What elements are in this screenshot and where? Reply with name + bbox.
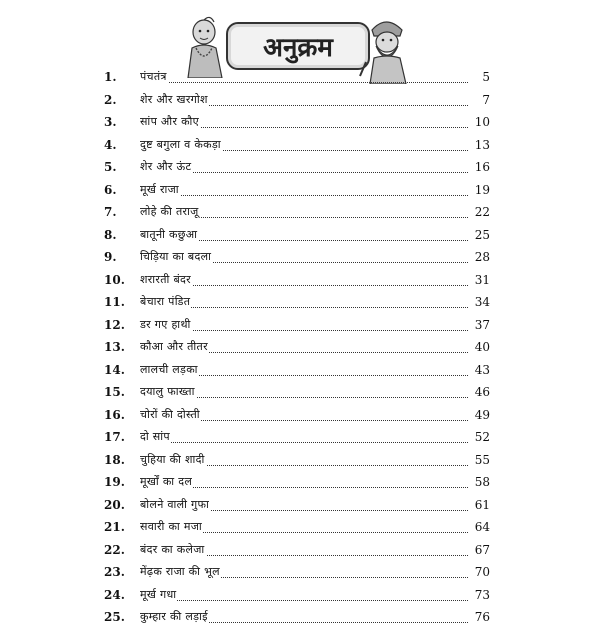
toc-entry <box>0 404 600 426</box>
entry-title: पंचतंत्र <box>140 66 168 88</box>
entry-number: 21. <box>104 520 125 534</box>
entry-title: चिड़िया का बदला <box>140 246 212 268</box>
toc-entry <box>0 201 600 223</box>
entry-title: बंदर का कलेजा <box>140 539 206 561</box>
entry-title: डर गए हाथी <box>140 314 192 336</box>
entry-page-number: 22 <box>468 201 490 223</box>
entry-page-number: 19 <box>468 179 490 201</box>
entry-number: 8. <box>104 227 117 242</box>
entry-number: 2. <box>104 92 117 107</box>
entry-page-number: 5 <box>468 66 490 88</box>
entry-number: 9. <box>104 250 117 264</box>
toc-entry <box>0 269 600 291</box>
entry-page-number: 7 <box>468 89 490 111</box>
toc-heading: अनुक्रम <box>226 22 370 70</box>
entry-page-number: 31 <box>468 269 490 291</box>
entry-page-number: 61 <box>468 494 490 516</box>
entry-page-number: 46 <box>468 381 490 403</box>
toc-entry <box>0 381 600 403</box>
entry-number: 12. <box>104 317 125 332</box>
entry-title: कौआ और तीतर <box>140 336 209 358</box>
toc-entry <box>0 111 600 133</box>
entry-number: 25. <box>104 610 125 624</box>
entry-title: लोहे की तराजू <box>140 201 200 223</box>
entry-number: 18. <box>104 452 125 467</box>
entry-title: दो सांप <box>140 426 171 448</box>
toc-entry <box>0 156 600 178</box>
entry-number: 14. <box>104 362 125 377</box>
toc-entry <box>0 314 600 336</box>
toc-entry <box>0 471 600 493</box>
toc-entry <box>0 426 600 448</box>
toc-header <box>180 12 420 72</box>
toc-entry <box>0 336 600 358</box>
dot-leader <box>140 82 472 83</box>
toc-entry <box>0 561 600 583</box>
entry-number: 16. <box>104 407 125 422</box>
entry-title: शेर और खरगोश <box>140 89 209 111</box>
toc-entry <box>0 359 600 381</box>
entry-page-number: 67 <box>468 539 490 561</box>
entry-page-number: 16 <box>468 156 490 178</box>
entry-title: मेंढ़क राजा की भूल <box>140 561 221 583</box>
entry-page-number: 37 <box>468 314 490 336</box>
entry-page-number: 70 <box>468 561 490 583</box>
entry-title: सवारी का मजा <box>140 516 203 538</box>
dot-leader <box>140 442 472 443</box>
entry-page-number: 13 <box>468 134 490 156</box>
entry-number: 1. <box>104 70 117 84</box>
toc-entry <box>0 66 600 88</box>
entry-page-number: 52 <box>468 426 490 448</box>
entry-title: सांप और कौए <box>140 111 200 133</box>
entry-page-number: 40 <box>468 336 490 358</box>
entry-number: 3. <box>104 115 117 129</box>
entry-title: लालची लड़का <box>140 359 199 381</box>
entry-number: 19. <box>104 475 125 489</box>
entry-title: मूर्खों का दल <box>140 471 193 493</box>
toc-entry <box>0 584 600 606</box>
entry-page-number: 64 <box>468 516 490 538</box>
entry-title: शेर और ऊंट <box>140 156 192 178</box>
toc-entry <box>0 516 600 538</box>
toc-entry <box>0 179 600 201</box>
entry-page-number: 28 <box>468 246 490 268</box>
entry-number: 11. <box>104 295 125 309</box>
entry-number: 23. <box>104 565 125 579</box>
entry-page-number: 58 <box>468 471 490 493</box>
toc-entry <box>0 606 600 628</box>
entry-page-number: 34 <box>468 291 490 313</box>
entry-title: कुम्हार की लड़ाई <box>140 606 209 628</box>
entry-number: 5. <box>104 160 117 174</box>
entry-number: 6. <box>104 182 117 197</box>
entry-title: दयालु फाख्ता <box>140 381 196 403</box>
entry-number: 22. <box>104 542 125 557</box>
entry-title: दुष्ट बगुला व केकड़ा <box>140 134 222 156</box>
entry-title: शरारती बंदर <box>140 269 192 291</box>
entry-page-number: 76 <box>468 606 490 628</box>
dot-leader <box>140 195 472 196</box>
entry-page-number: 49 <box>468 404 490 426</box>
toc-entry <box>0 449 600 471</box>
entry-page-number: 25 <box>468 224 490 246</box>
toc-entry <box>0 494 600 516</box>
toc-entry <box>0 291 600 313</box>
entry-number: 20. <box>104 497 125 512</box>
entry-number: 13. <box>104 340 125 354</box>
entry-number: 7. <box>104 205 117 219</box>
entry-number: 17. <box>104 430 125 444</box>
entry-number: 4. <box>104 137 117 152</box>
entry-title: बेचारा पंडित <box>140 291 191 313</box>
entry-page-number: 10 <box>468 111 490 133</box>
toc-entry <box>0 224 600 246</box>
entry-page-number: 43 <box>468 359 490 381</box>
toc-entry <box>0 539 600 561</box>
toc-entry <box>0 89 600 111</box>
toc-entry <box>0 246 600 268</box>
entry-title: बातूनी कछुआ <box>140 224 198 246</box>
entry-number: 24. <box>104 587 125 602</box>
entry-page-number: 55 <box>468 449 490 471</box>
entry-title: चोरों की दोस्ती <box>140 404 201 426</box>
toc-entry <box>0 134 600 156</box>
entry-title: मूर्ख गधा <box>140 584 177 606</box>
entry-page-number: 73 <box>468 584 490 606</box>
entry-title: मूर्ख राजा <box>140 179 180 201</box>
entry-number: 15. <box>104 385 125 399</box>
entry-title: चुहिया की शादी <box>140 449 206 471</box>
entry-number: 10. <box>104 272 125 287</box>
entry-title: बोलने वाली गुफा <box>140 494 210 516</box>
